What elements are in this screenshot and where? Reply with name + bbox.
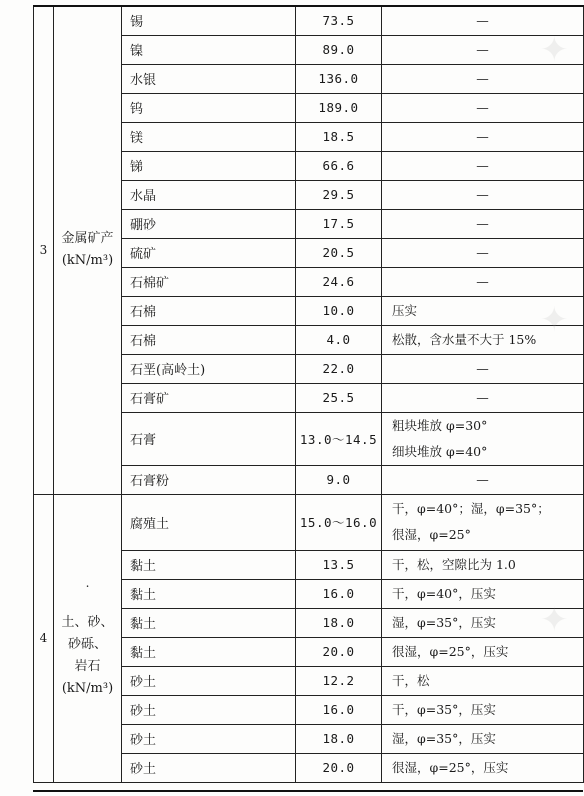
- remark-line: 干，φ=40°；湿，φ=35°；: [392, 501, 550, 516]
- group-category-cell: [54, 6, 122, 494]
- unit-weight-value: 15.0～16.0: [296, 494, 382, 550]
- remark-cell: [382, 180, 584, 209]
- material-name: 锑: [122, 151, 296, 180]
- material-name: 石棉: [122, 325, 296, 354]
- category-line: 土、砂、: [61, 615, 114, 630]
- remark-line: —: [476, 157, 489, 173]
- unit-weight-value: 24.6: [296, 267, 382, 296]
- category-line: (kN/m³): [61, 253, 114, 269]
- remark-line: 很湿，φ=25°，压实: [392, 643, 509, 659]
- remark-line: 湿，φ=35°，压实: [392, 730, 496, 746]
- remark-cell: [382, 412, 584, 465]
- unit-weight-value: 13.0～14.5: [296, 412, 382, 465]
- unit-weight-value: 189.0: [296, 93, 382, 122]
- material-name: 腐殖土: [122, 494, 296, 550]
- remark-cell: [382, 494, 584, 550]
- bottom-rule: [33, 790, 583, 792]
- remark-line: 干，松，空隙比为 1.0: [392, 556, 516, 572]
- remark-line: —: [476, 128, 489, 144]
- material-name: 砂土: [122, 695, 296, 724]
- remark-line: 干，φ=35°，压实: [392, 701, 496, 717]
- unit-weight-value: 10.0: [296, 296, 382, 325]
- remark-line: 细块堆放 φ=40°: [392, 443, 488, 459]
- group-category-cell: [54, 494, 122, 782]
- remark-line: —: [476, 389, 489, 405]
- remark-line: —: [476, 41, 489, 57]
- remark-cell: [382, 383, 584, 412]
- unit-weight-value: 4.0: [296, 325, 382, 354]
- unit-weight-value: 17.5: [296, 209, 382, 238]
- material-name: 石垩(高岭土): [122, 354, 296, 383]
- remark-line: 粗块堆放 φ=30°: [392, 417, 488, 433]
- remark-cell: [382, 238, 584, 267]
- remark-line: —: [476, 273, 489, 289]
- remark-cell: [382, 465, 584, 494]
- remark-cell: [382, 64, 584, 93]
- category-line: (kN/m³): [61, 681, 114, 696]
- table-body: [34, 6, 584, 782]
- remark-cell: [382, 122, 584, 151]
- remark-line: —: [476, 186, 489, 202]
- remark-line: —: [476, 244, 489, 260]
- material-name: 石膏: [122, 412, 296, 465]
- material-name: 硼砂: [122, 209, 296, 238]
- material-name: 石膏矿: [122, 383, 296, 412]
- remark-cell: [382, 93, 584, 122]
- remark-line: —: [476, 360, 489, 376]
- remark-cell: [382, 579, 584, 608]
- material-name: 石膏粉: [122, 465, 296, 494]
- remark-cell: [382, 35, 584, 64]
- remark-line: —: [476, 215, 489, 231]
- remark-cell: [382, 637, 584, 666]
- remark-line: —: [476, 70, 489, 86]
- remark-cell: [382, 151, 584, 180]
- remark-cell: [382, 695, 584, 724]
- remark-line: —: [476, 99, 489, 115]
- unit-weight-value: 25.5: [296, 383, 382, 412]
- unit-weight-value: 18.5: [296, 122, 382, 151]
- remark-cell: [382, 608, 584, 637]
- group-seq-cell: 3: [34, 6, 54, 494]
- material-name: 锡: [122, 6, 296, 35]
- remark-line: 湿，φ=35°，压实: [392, 614, 496, 630]
- remark-cell: [382, 209, 584, 238]
- table-row: [34, 6, 584, 35]
- material-name: 镍: [122, 35, 296, 64]
- material-name: 硫矿: [122, 238, 296, 267]
- material-name: 水晶: [122, 180, 296, 209]
- remark-line: 压实: [392, 302, 418, 318]
- remark-cell: [382, 325, 584, 354]
- remark-line: 干，φ=40°，压实: [392, 585, 496, 601]
- remark-cell: [382, 296, 584, 325]
- remark-line: 很湿，φ=25°，压实: [392, 759, 509, 775]
- watermark: ✦: [540, 600, 569, 640]
- remark-line: 松散，含水量不大于 15%: [392, 331, 537, 347]
- unit-weight-value: 89.0: [296, 35, 382, 64]
- remark-cell: [382, 267, 584, 296]
- remark-line: —: [476, 471, 489, 487]
- unit-weight-value: 136.0: [296, 64, 382, 93]
- unit-weight-value: 13.5: [296, 550, 382, 579]
- material-name: 黏土: [122, 608, 296, 637]
- material-name: 黏土: [122, 550, 296, 579]
- unit-weight-value: 16.0: [296, 695, 382, 724]
- unit-weight-value: 9.0: [296, 465, 382, 494]
- unit-weight-value: 20.5: [296, 238, 382, 267]
- category-line: 砂砾、: [67, 637, 107, 652]
- remark-cell: [382, 724, 584, 753]
- material-name: 石棉矿: [122, 267, 296, 296]
- material-name: 砂土: [122, 753, 296, 782]
- remark-cell: [382, 354, 584, 383]
- material-name: 砂土: [122, 724, 296, 753]
- remark-line: 很湿，φ=25°: [392, 527, 471, 542]
- unit-weight-value: 66.6: [296, 151, 382, 180]
- unit-weight-value: 18.0: [296, 608, 382, 637]
- unit-weight-value: 73.5: [296, 6, 382, 35]
- watermark: ✦: [540, 30, 569, 70]
- material-name: 黏土: [122, 637, 296, 666]
- remark-line: —: [476, 12, 489, 28]
- unit-weight-value: 20.0: [296, 637, 382, 666]
- material-name: 砂土: [122, 666, 296, 695]
- material-name: 钨: [122, 93, 296, 122]
- remark-line: 干，松: [392, 672, 430, 688]
- unit-weight-value: 29.5: [296, 180, 382, 209]
- group-seq-cell: 4: [34, 494, 54, 782]
- unit-weight-value: 12.2: [296, 666, 382, 695]
- category-line: 金属矿产: [61, 231, 114, 247]
- remark-cell: [382, 550, 584, 579]
- material-name: 水银: [122, 64, 296, 93]
- material-name: 镁: [122, 122, 296, 151]
- category-line: 岩石: [74, 659, 101, 674]
- unit-weight-value: 18.0: [296, 724, 382, 753]
- material-name: 黏土: [122, 579, 296, 608]
- remark-cell: [382, 666, 584, 695]
- material-name: 石棉: [122, 296, 296, 325]
- category-mark: .: [85, 576, 90, 590]
- watermark: ✦: [540, 300, 569, 340]
- remark-cell: [382, 753, 584, 782]
- remark-cell: [382, 6, 584, 35]
- table-row: [34, 494, 584, 550]
- unit-weight-value: 22.0: [296, 354, 382, 383]
- unit-weight-value: 20.0: [296, 753, 382, 782]
- unit-weight-value: 16.0: [296, 579, 382, 608]
- material-weight-table: [33, 5, 584, 783]
